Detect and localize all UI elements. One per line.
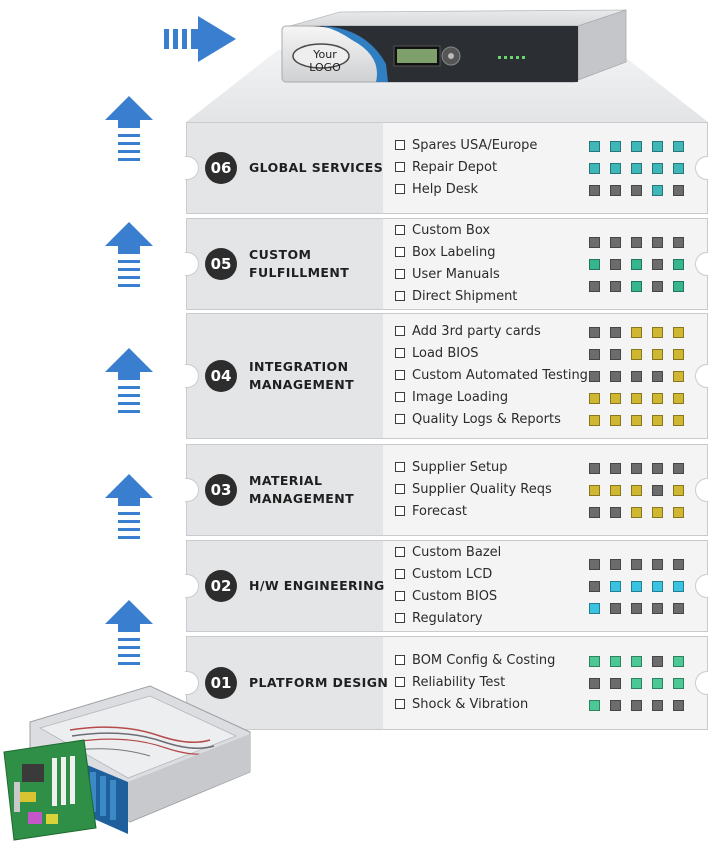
status-square [631, 415, 642, 426]
stage-title: MATERIAL MANAGEMENT [249, 473, 355, 506]
status-square [610, 281, 621, 292]
checkbox [395, 184, 405, 194]
status-square [610, 415, 621, 426]
checklist-item: Forecast [395, 501, 552, 523]
status-square [631, 163, 642, 174]
status-square [652, 259, 663, 270]
status-square [673, 507, 684, 518]
status-square [673, 700, 684, 711]
stage-05-custom-fulfillment [186, 218, 708, 310]
stage-checklist [395, 135, 537, 201]
status-square [610, 237, 621, 248]
status-square [673, 185, 684, 196]
checkbox [395, 348, 405, 358]
status-row [589, 253, 694, 275]
status-square [610, 678, 621, 689]
checklist-item: Custom Box [395, 220, 517, 242]
logo-text: Your LOGO [309, 48, 341, 74]
checkbox [395, 269, 405, 279]
checkbox [395, 392, 405, 402]
checkbox [395, 370, 405, 380]
stage-checklist [395, 321, 588, 431]
status-square [631, 185, 642, 196]
status-square [589, 559, 600, 570]
checklist-item: Supplier Quality Reqs [395, 479, 552, 501]
status-square [589, 700, 600, 711]
status-square [652, 163, 663, 174]
status-square [631, 463, 642, 474]
status-square [631, 656, 642, 667]
stage-number-badge: 03 [205, 474, 237, 506]
up-arrow-icon [105, 600, 153, 670]
status-square [652, 327, 663, 338]
checklist-item: Repair Depot [395, 157, 537, 179]
status-row [589, 672, 694, 694]
checkbox [395, 677, 405, 687]
checkbox [395, 569, 405, 579]
status-square [610, 393, 621, 404]
status-square [610, 656, 621, 667]
status-row [589, 387, 694, 409]
status-square [673, 415, 684, 426]
stage-03-material-management [186, 444, 708, 536]
stage-checklist [395, 542, 501, 630]
up-arrow-icon [105, 348, 153, 418]
status-square [631, 507, 642, 518]
status-square [652, 185, 663, 196]
status-square [610, 185, 621, 196]
checklist-item: Custom Automated Testing [395, 365, 588, 387]
checkbox [395, 462, 405, 472]
status-grid [589, 231, 694, 297]
status-grid [589, 457, 694, 523]
status-square [589, 603, 600, 614]
status-square [631, 349, 642, 360]
status-square [631, 559, 642, 570]
checklist-item: Quality Logs & Reports [395, 409, 588, 431]
status-square [673, 163, 684, 174]
status-square [589, 507, 600, 518]
status-square [589, 463, 600, 474]
checklist-item: Load BIOS [395, 343, 588, 365]
stage-title: GLOBAL SERVICES [249, 160, 384, 175]
status-row [589, 231, 694, 253]
stage-checklist [395, 650, 555, 716]
status-square [652, 507, 663, 518]
status-square [631, 327, 642, 338]
status-row [589, 157, 694, 179]
status-row [589, 457, 694, 479]
status-row [589, 597, 694, 619]
checklist-item: Regulatory [395, 608, 501, 630]
status-square [673, 393, 684, 404]
stage-title: PLATFORM DESIGN [249, 675, 389, 690]
checklist-item: Spares USA/Europe [395, 135, 537, 157]
status-square [631, 581, 642, 592]
status-row [589, 179, 694, 201]
status-square [652, 603, 663, 614]
status-row [589, 501, 694, 523]
status-square [652, 393, 663, 404]
status-square [673, 371, 684, 382]
status-square [610, 700, 621, 711]
status-square [652, 678, 663, 689]
stage-number-badge: 02 [205, 570, 237, 602]
checkbox [395, 613, 405, 623]
checklist-item: Shock & Vibration [395, 694, 555, 716]
status-row [589, 575, 694, 597]
status-square [673, 678, 684, 689]
checklist-item: Add 3rd party cards [395, 321, 588, 343]
status-square [673, 581, 684, 592]
status-square [589, 185, 600, 196]
status-row [589, 409, 694, 431]
status-square [610, 463, 621, 474]
checklist-item: Reliability Test [395, 672, 555, 694]
checklist-item: Direct Shipment [395, 286, 517, 308]
status-square [589, 259, 600, 270]
status-square [589, 371, 600, 382]
status-square [631, 371, 642, 382]
status-square [589, 237, 600, 248]
status-square [652, 559, 663, 570]
status-square [631, 237, 642, 248]
status-square [631, 393, 642, 404]
status-square [673, 327, 684, 338]
stage-checklist [395, 457, 552, 523]
status-grid [589, 321, 694, 431]
status-row [589, 553, 694, 575]
status-square [610, 485, 621, 496]
status-square [610, 163, 621, 174]
checkbox [395, 140, 405, 150]
status-square [631, 259, 642, 270]
stage-02-hw-engineering [186, 540, 708, 632]
status-square [589, 349, 600, 360]
checklist-item: Custom BIOS [395, 586, 501, 608]
status-square [652, 415, 663, 426]
status-square [610, 371, 621, 382]
checkbox [395, 547, 405, 557]
status-square [673, 141, 684, 152]
checkbox [395, 591, 405, 601]
checklist-item: Custom Bazel [395, 542, 501, 564]
stage-title: INTEGRATION MANAGEMENT [249, 359, 355, 392]
checklist-item: Box Labeling [395, 242, 517, 264]
status-row [589, 321, 694, 343]
status-square [610, 327, 621, 338]
status-square [673, 559, 684, 570]
status-square [610, 507, 621, 518]
status-square [610, 349, 621, 360]
status-square [631, 141, 642, 152]
status-square [673, 349, 684, 360]
stage-title: CUSTOM FULFILLMENT [249, 247, 350, 280]
checkbox [395, 291, 405, 301]
status-square [652, 463, 663, 474]
stage-06-global-services [186, 122, 708, 214]
status-square [589, 656, 600, 667]
stage-number-badge: 05 [205, 248, 237, 280]
status-square [589, 678, 600, 689]
status-square [631, 603, 642, 614]
checkbox [395, 414, 405, 424]
status-square [589, 163, 600, 174]
checkbox [395, 699, 405, 709]
status-square [652, 656, 663, 667]
status-square [589, 415, 600, 426]
stage-checklist [395, 220, 517, 308]
status-square [652, 581, 663, 592]
status-square [673, 463, 684, 474]
checkbox [395, 655, 405, 665]
status-square [610, 581, 621, 592]
status-square [631, 678, 642, 689]
status-square [610, 141, 621, 152]
status-row [589, 135, 694, 157]
status-row [589, 275, 694, 297]
status-square [673, 237, 684, 248]
status-square [673, 259, 684, 270]
status-square [652, 141, 663, 152]
stage-01-platform-design [186, 636, 708, 730]
status-square [652, 485, 663, 496]
status-row [589, 694, 694, 716]
status-square [673, 656, 684, 667]
status-grid [589, 553, 694, 619]
status-grid [589, 650, 694, 716]
status-square [610, 259, 621, 270]
checklist-item: User Manuals [395, 264, 517, 286]
up-arrow-icon [105, 222, 153, 292]
status-row [589, 343, 694, 365]
status-grid [589, 135, 694, 201]
status-square [610, 603, 621, 614]
checklist-item: Help Desk [395, 179, 537, 201]
checklist-item: BOM Config & Costing [395, 650, 555, 672]
up-arrow-icon [105, 96, 153, 166]
checkbox [395, 162, 405, 172]
hardware-illustration [0, 682, 260, 842]
status-square [673, 603, 684, 614]
stage-title: H/W ENGINEERING [249, 578, 385, 593]
checklist-item: Supplier Setup [395, 457, 552, 479]
checkbox [395, 247, 405, 257]
checklist-item: Custom LCD [395, 564, 501, 586]
stage-number-badge: 06 [205, 152, 237, 184]
status-square [589, 485, 600, 496]
status-row [589, 479, 694, 501]
status-square [652, 700, 663, 711]
status-row [589, 365, 694, 387]
status-row [589, 650, 694, 672]
up-arrow-icon [105, 474, 153, 544]
checkbox [395, 225, 405, 235]
checklist-item: Image Loading [395, 387, 588, 409]
status-square [589, 141, 600, 152]
stage-number-badge: 04 [205, 360, 237, 392]
checkbox [395, 506, 405, 516]
status-square [589, 281, 600, 292]
status-square [631, 281, 642, 292]
stage-number-badge: 01 [205, 667, 237, 699]
status-square [652, 281, 663, 292]
status-square [673, 485, 684, 496]
checkbox [395, 484, 405, 494]
status-square [631, 485, 642, 496]
status-square [610, 559, 621, 570]
checkbox [395, 326, 405, 336]
status-square [652, 371, 663, 382]
stage-04-integration-management [186, 313, 708, 439]
rack-server-image [278, 8, 630, 86]
status-square [652, 237, 663, 248]
status-square [589, 581, 600, 592]
status-square [589, 393, 600, 404]
status-square [631, 700, 642, 711]
status-square [652, 349, 663, 360]
status-square [589, 327, 600, 338]
status-square [673, 281, 684, 292]
